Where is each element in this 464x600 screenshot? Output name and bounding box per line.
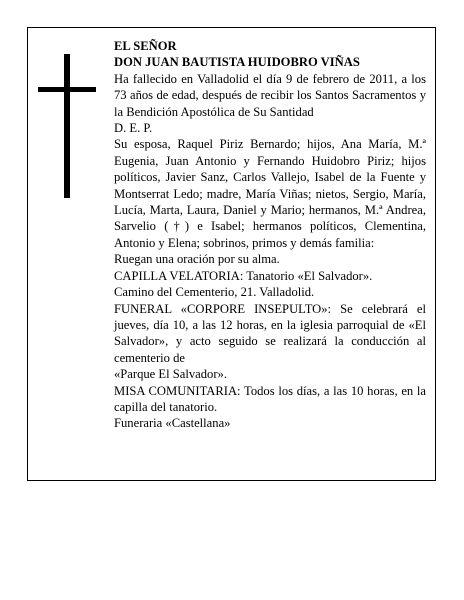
family-list: Su esposa, Raquel Piriz Bernardo; hijos, Ana María, M.ª Eugenia, Juan Antonio y Fernando Huidobro Piriz; hijos políticos, Javier Sanz, Carlos Vallejo, Isabel de la Fuente y Montserrat Ledo; madre, María Viñas; nietos, Sergio, María, Lucía, Marta, Laura, Daniel y Mario; hermanos, M.ª Andrea, Sarvelio (†) e Isabel; hermanos políticos, Clementina, Antonio y Elena; sobrinos, primos y demás familia: — [114, 137, 426, 250]
mass-info: MISA COMUNITARIA: Todos los días, a las 10 horas, en la capilla del tanatorio. — [114, 383, 426, 414]
cross-icon — [38, 54, 96, 198]
prayer-request: Ruegan una oración por su alma. — [114, 252, 280, 267]
chapel-address: Camino del Cementerio, 21. Valladolid. — [114, 285, 315, 300]
funeral-info: FUNERAL «CORPORE INSEPULTO»: Se celebrará el jueves, día 10, a las 12 horas, en la iglesia parroquial de «El Salvador», y acto seguido se realizará la conducción al cementerio de — [114, 301, 426, 365]
funeral-home: Funeraria «Castellana» — [114, 416, 231, 431]
cross-horizontal-bar — [38, 87, 96, 92]
death-announcement: Ha fallecido en Valladolid el día 9 de febrero de 2011, a los 73 años de edad, después de recibir los Santos Sacramentos y la Bendición Apostólica de Su Santidad — [114, 71, 426, 119]
cemetery-name: «Parque El Salvador». — [114, 367, 227, 382]
rip-text: D. E. P. — [114, 121, 153, 136]
chapel-info: CAPILLA VELATORIA: Tanatorio «El Salvador». — [114, 268, 373, 283]
deceased-name: DON JUAN BAUTISTA HUIDOBRO VIÑAS — [114, 55, 360, 70]
notice-text — [114, 38, 426, 432]
cross-vertical-bar — [64, 54, 70, 198]
heading-title: EL SEÑOR — [114, 39, 177, 53]
